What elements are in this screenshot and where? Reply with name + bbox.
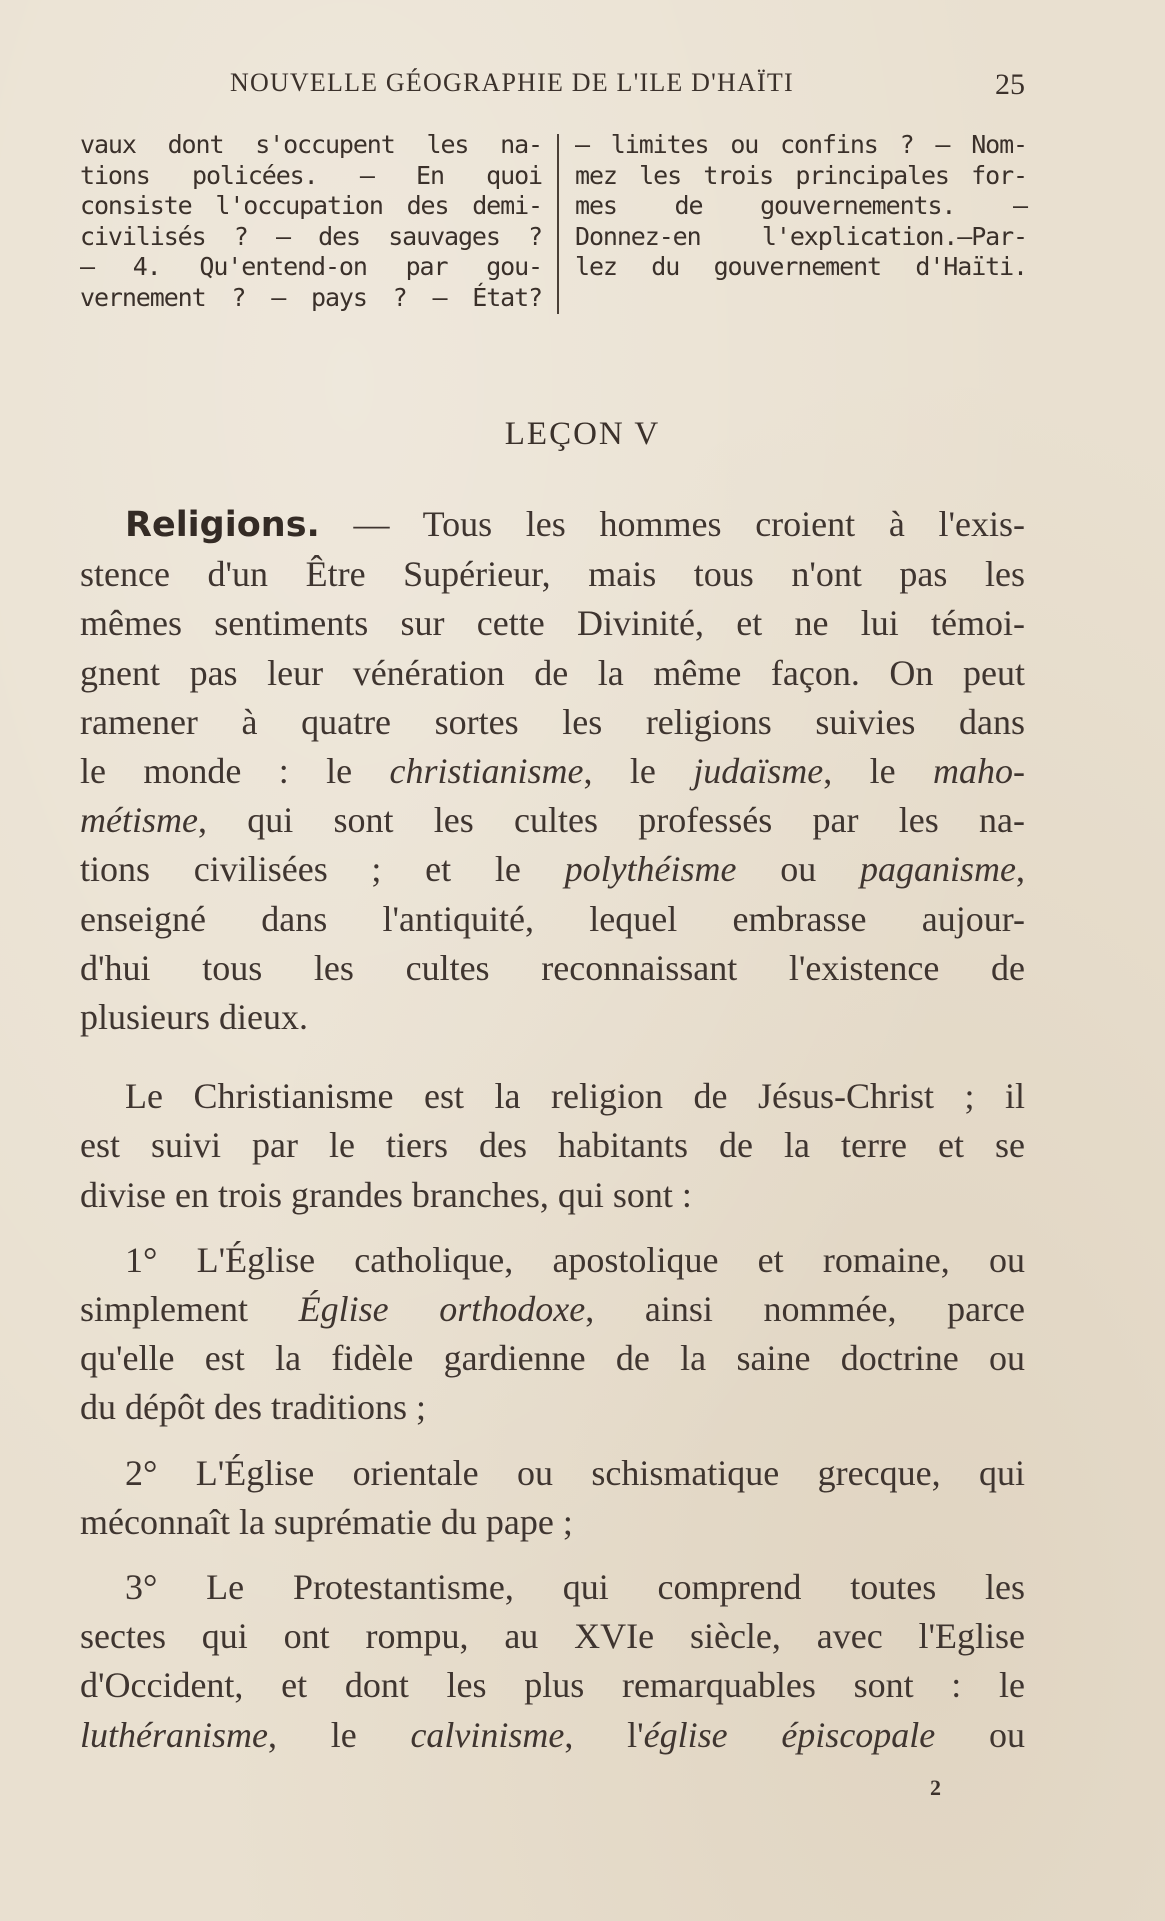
question-line: — limites ou confins ? — Nom-	[575, 130, 1027, 159]
text-line: d'Occident, et dont les plus remarquables sont : le	[80, 1665, 1025, 1706]
question-line: mez les trois principales for-	[575, 160, 1027, 190]
list-item-protestantisme	[80, 1563, 1025, 1760]
term-judaisme: judaïsme	[693, 751, 824, 792]
text-line: 3° Le Protestantisme, qui comprend toutes les	[125, 1567, 1025, 1608]
text-line: d'hui tous les cultes reconnaissant l'existence de	[80, 947, 1025, 988]
text-line: le monde : le christianisme, le judaïsme, le maho-	[80, 751, 1025, 792]
review-questions	[80, 130, 1025, 330]
questions-right-column	[575, 130, 1027, 283]
question-line: Donnez-en l'explication.—Par-	[575, 221, 1027, 251]
section-lead: Religions.	[125, 505, 320, 545]
signature-mark: 2	[930, 1775, 941, 1800]
term-eglise-episcopale: église épiscopale	[643, 1714, 936, 1755]
list-item-orientale	[80, 1449, 1025, 1547]
text-line: plusieurs dieux.	[80, 997, 308, 1038]
term-christianisme: christianisme	[389, 751, 584, 792]
text-line: tions civilisées ; et le polythéisme ou paganisme,	[80, 849, 1025, 890]
text-line: ramener à quatre sortes les religions suivies dans	[80, 701, 1025, 742]
text-line: stence d'un Être Supérieur, mais tous n'ont pas les	[80, 554, 1025, 595]
list-item-catholique	[80, 1236, 1025, 1433]
text-line: méconnaît la suprématie du pape ;	[80, 1501, 573, 1542]
text-line: divise en trois grandes branches, qui sont :	[80, 1174, 692, 1215]
text-line: sectes qui ont rompu, au XVIe siècle, avec l'Eglise	[80, 1616, 1025, 1657]
text-line: Religions. — Tous les hommes croient à l'exis-	[125, 504, 1026, 545]
question-line: vernement ? — pays ? — État?	[80, 282, 542, 312]
question-line: civilisés ? — des sauvages ?	[80, 221, 542, 251]
page-number: 25	[995, 68, 1025, 101]
question-line: tions policées. — En quoi	[80, 160, 542, 190]
text-line: qu'elle est la fidèle gardienne de la saine doctrine ou	[80, 1338, 1025, 1379]
term-calvinisme: calvinisme	[410, 1714, 565, 1755]
term-mahometisme: maho-	[932, 751, 1025, 792]
paragraph-religions	[80, 500, 1025, 1042]
text-line: métisme, qui sont les cultes professés par les na-	[80, 800, 1025, 841]
question-line: lez du gouvernement d'Haïti.	[575, 252, 1027, 281]
term-polytheisme: polythéisme	[564, 849, 737, 890]
column-divider	[557, 134, 559, 314]
text-line: enseigné dans l'antiquité, lequel embrasse aujour-	[80, 898, 1025, 939]
term-eglise-orthodoxe: Église orthodoxe	[298, 1289, 586, 1330]
question-line: — 4. Qu'entend-on par gou-	[80, 252, 542, 281]
lesson-heading: LEÇON V	[504, 416, 661, 452]
text-line: mêmes sentiments sur cette Divinité, et ne lui témoi-	[80, 603, 1025, 644]
text-line: du dépôt des traditions ;	[80, 1387, 426, 1428]
question-line: mes de gouvernements. —	[575, 191, 1027, 220]
question-line: vaux dont s'occupent les na-	[80, 130, 542, 159]
text-line: simplement Église orthodoxe, ainsi nommée, parce	[80, 1289, 1025, 1330]
text-line: 1° L'Église catholique, apostolique et romaine, ou	[125, 1239, 1025, 1280]
lesson-body	[80, 500, 1025, 1760]
paragraph-christianisme	[80, 1072, 1025, 1220]
term-paganisme: paganisme	[860, 849, 1016, 890]
question-line: consiste l'occupation des demi-	[80, 191, 542, 220]
text-line: Le Christianisme est la religion de Jésus-Christ ; il	[125, 1076, 1025, 1117]
text-line: est suivi par le tiers des habitants de la terre et se	[80, 1125, 1025, 1166]
text-line: luthéranisme, le calvinisme, l'église épiscopale ou	[80, 1714, 1026, 1755]
term-lutheranisme: luthéranisme	[80, 1714, 268, 1755]
running-head	[80, 68, 1025, 108]
text-line: 2° L'Église orientale ou schismatique grecque, qui	[125, 1452, 1025, 1493]
text-line: gnent pas leur vénération de la même façon. On peut	[80, 652, 1025, 693]
running-title: NOUVELLE GÉOGRAPHIE DE L'ILE D'HAÏTI	[230, 68, 794, 97]
questions-left-column	[80, 130, 542, 313]
